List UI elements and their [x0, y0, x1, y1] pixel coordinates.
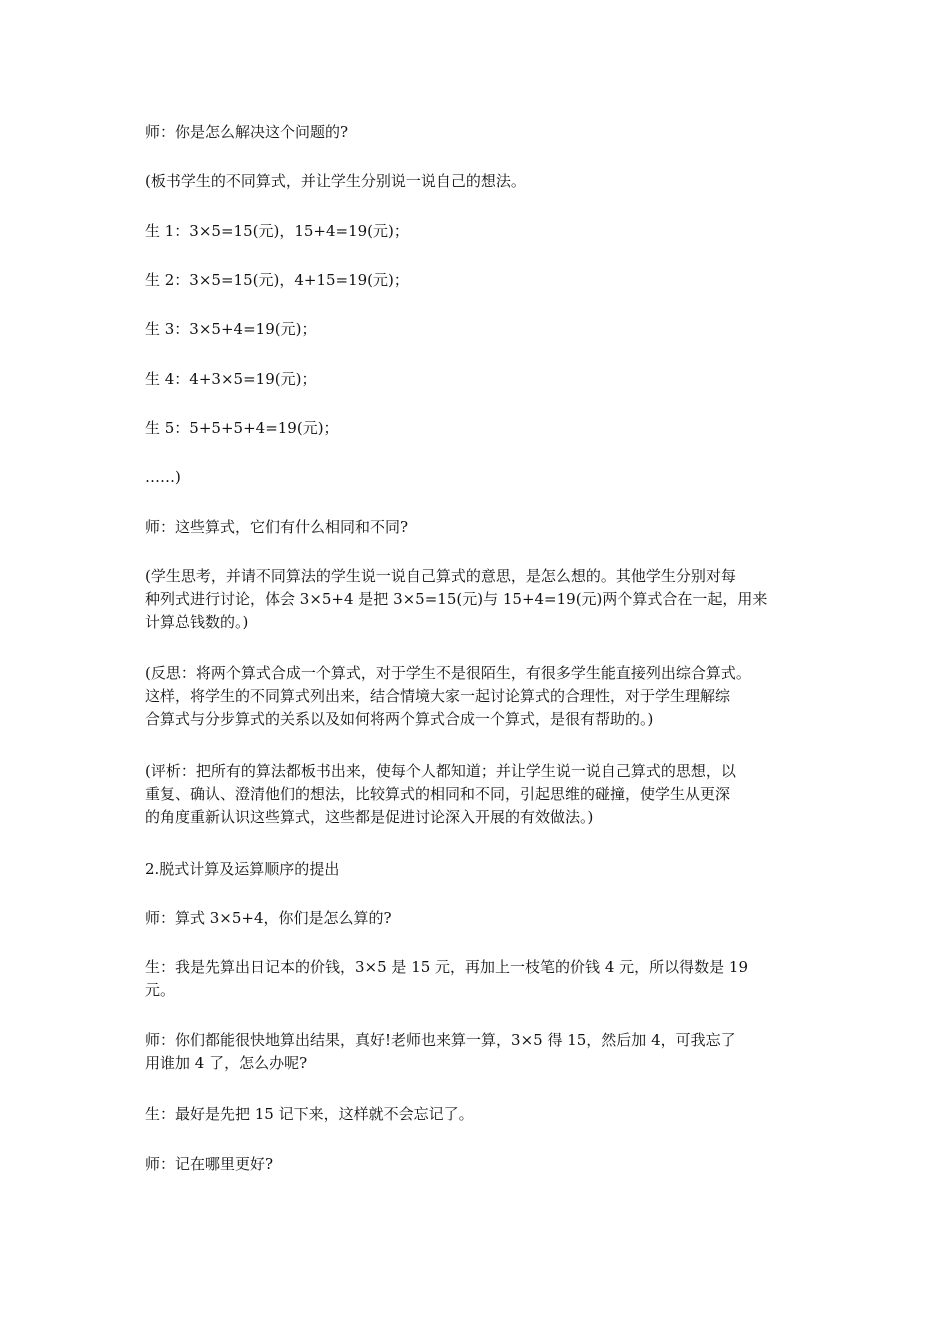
text-line: 合算式与分步算式的关系以及如何将两个算式合成一个算式，是很有帮助的。) — [145, 710, 654, 728]
text-line: (板书学生的不同算式，并让学生分别说一说自己的想法。 — [145, 172, 526, 190]
text-line: (反思：将两个算式合成一个算式，对于学生不是很陌生，有很多学生能直接列出综合算式。 — [145, 664, 751, 682]
paragraph-teacher-question — [145, 121, 835, 144]
paragraph-teacher-compare — [145, 516, 835, 539]
paragraph-student-2 — [145, 269, 835, 292]
text-line: ……) — [145, 468, 181, 486]
text-line: 师：记在哪里更好? — [145, 1155, 274, 1173]
text-line: 师：算式 3×5+4，你们是怎么算的? — [145, 909, 392, 927]
text-line: (评析：把所有的算法都板书出来，使每个人都知道；并让学生说一说自己算式的思想，以 — [145, 762, 736, 780]
text-line: 生 3：3×5+4=19(元)； — [145, 320, 317, 338]
paragraph-board-note — [145, 170, 835, 193]
text-line: 师：你们都能很快地算出结果，真好!老师也来算一算，3×5 得 15，然后加 4，可我忘了 — [145, 1031, 736, 1049]
text-line: 元。 — [145, 981, 176, 999]
paragraph-student-suggestion — [145, 1103, 835, 1126]
text-line: 生：最好是先把 15 记下来，这样就不会忘记了。 — [145, 1105, 474, 1123]
text-line: 师：这些算式，它们有什么相同和不同? — [145, 518, 409, 536]
paragraph-student-answer — [145, 956, 835, 1002]
text-line: 种列式进行讨论，体会 3×5+4 是把 3×5=15(元)与 15+4=19(元)两个算式合在一起，用来 — [145, 590, 768, 608]
text-line: (学生思考，并请不同算法的学生说一说自己算式的意思，是怎么想的。其他学生分别对每 — [145, 567, 736, 585]
text-line: 用谁加 4 了，怎么办呢? — [145, 1054, 308, 1072]
paragraph-teacher-calc — [145, 907, 835, 930]
text-line: 的角度重新认识这些算式，这些都是促进讨论深入开展的有效做法。) — [145, 808, 594, 826]
text-line: 生：我是先算出日记本的价钱，3×5 是 15 元，再加上一枝笔的价钱 4 元，所以得数是 19 — [145, 958, 748, 976]
text-line: 这样，将学生的不同算式列出来，结合情境大家一起讨论算式的合理性，对于学生理解综 — [145, 687, 731, 705]
section-heading — [145, 858, 835, 881]
paragraph-ellipsis — [145, 466, 835, 489]
text-line: 师：你是怎么解决这个问题的? — [145, 123, 349, 141]
text-line: 重复、确认、澄清他们的想法，比较算式的相同和不同，引起思维的碰撞，使学生从更深 — [145, 785, 731, 803]
text-line: 计算总钱数的。) — [145, 613, 249, 631]
paragraph-teacher-where — [145, 1153, 835, 1176]
paragraph-student-3 — [145, 318, 835, 341]
paragraph-evaluation — [145, 760, 835, 829]
text-line: 生 1：3×5=15(元)，15+4=19(元)； — [145, 222, 409, 240]
text-line: 生 5：5+5+5+4=19(元)； — [145, 419, 339, 437]
paragraph-student-1 — [145, 220, 835, 243]
paragraph-teacher-praise — [145, 1029, 835, 1075]
text-line: 生 2：3×5=15(元)，4+15=19(元)； — [145, 271, 409, 289]
paragraph-reflection — [145, 662, 835, 731]
text-line: 生 4：4+3×5=19(元)； — [145, 370, 317, 388]
paragraph-student-5 — [145, 417, 835, 440]
paragraph-student-4 — [145, 368, 835, 391]
paragraph-student-discussion — [145, 565, 835, 634]
text-line: 2.脱式计算及运算顺序的提出 — [145, 860, 340, 878]
